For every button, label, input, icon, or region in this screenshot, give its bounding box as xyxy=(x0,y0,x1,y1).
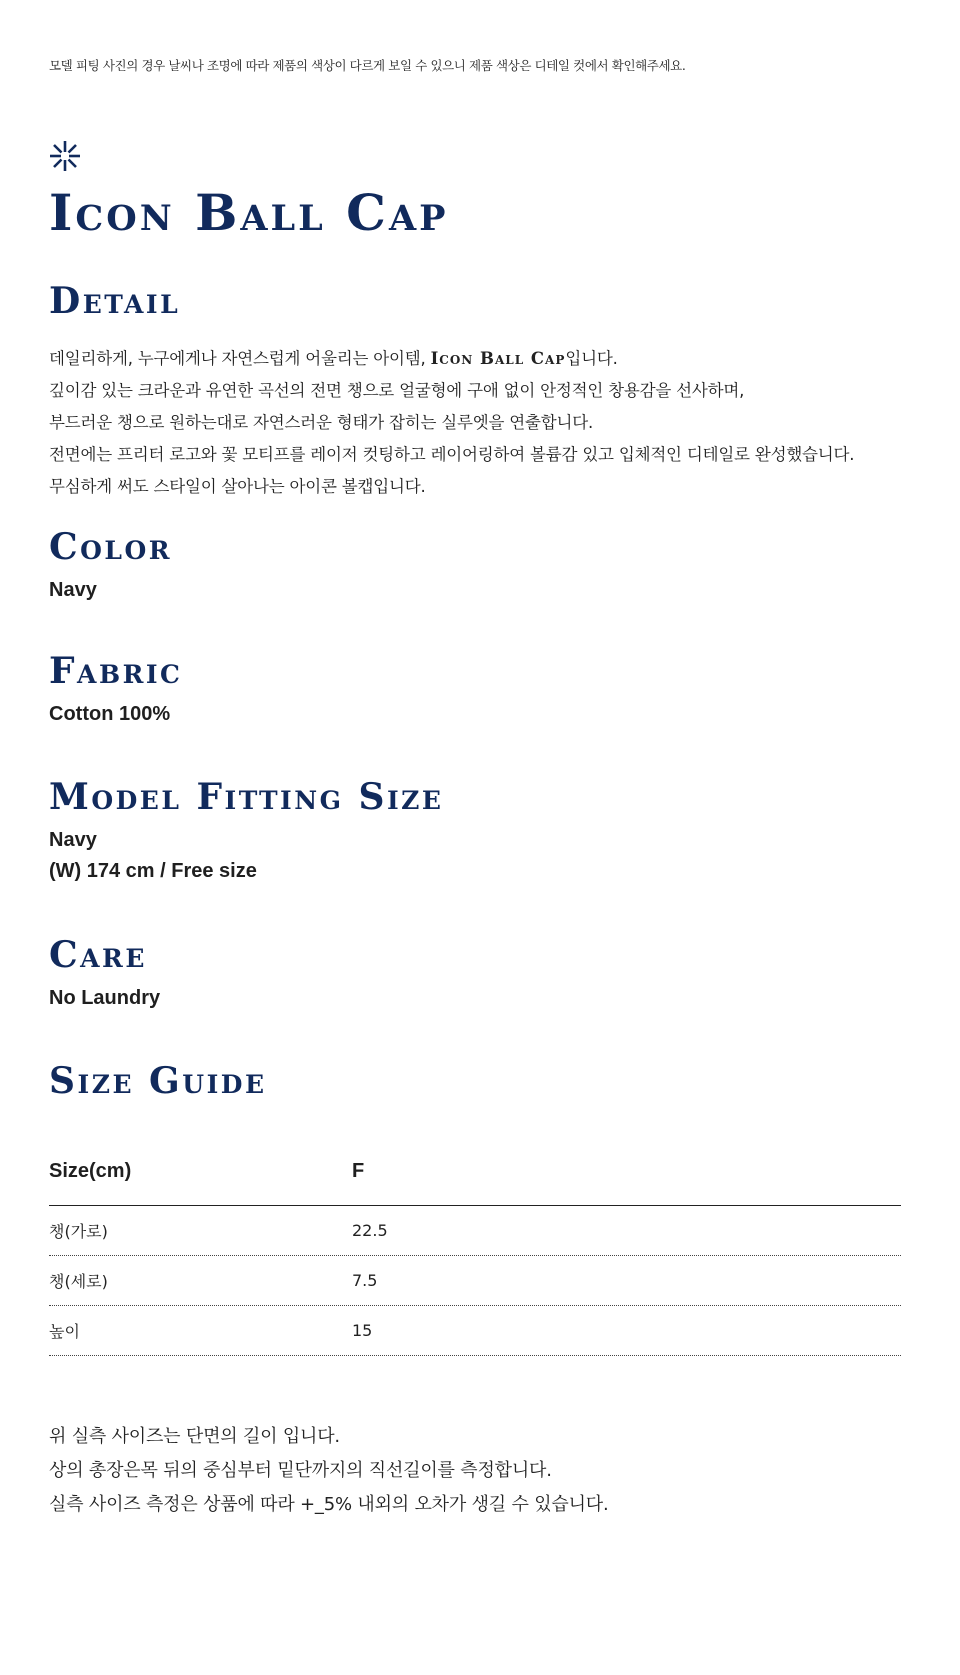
detail-description xyxy=(49,343,854,503)
care-value: No Laundry xyxy=(49,987,161,1009)
color-heading: Color xyxy=(49,526,173,568)
measure-label: 챙(세로) xyxy=(49,1272,108,1291)
care-heading: Care xyxy=(49,934,147,976)
size-table xyxy=(49,1160,901,1356)
note-line: 위 실측 사이즈는 단면의 길이 입니다. xyxy=(49,1426,340,1447)
product-title: Icon Ball Cap xyxy=(49,183,449,242)
size-table-header xyxy=(49,1160,901,1206)
color-value: Navy xyxy=(49,579,97,601)
detail-line: 부드러운 챙으로 원하는대로 자연스러운 형태가 잡히는 실루엣을 연출합니다. xyxy=(49,413,594,432)
detail-line-text: 데일리하게, 누구에게나 자연스럽게 어울리는 아이템, xyxy=(49,349,431,368)
measure-value: 7.5 xyxy=(352,1271,378,1290)
size-column-header: Size(cm) xyxy=(49,1160,132,1182)
model-fitting-color: Navy xyxy=(49,829,97,851)
measure-value: 22.5 xyxy=(352,1221,388,1240)
asterisk-icon xyxy=(49,140,81,172)
measure-value: 15 xyxy=(352,1321,373,1340)
color-notice: 모델 피팅 사진의 경우 날씨나 조명에 따라 제품의 색상이 다르게 보일 수 있으니 제품 색상은 디테일 컷에서 확인해주세요. xyxy=(49,58,686,73)
detail-brand-name: Icon Ball Cap xyxy=(430,349,566,368)
detail-line-text: 입니다. xyxy=(565,349,618,368)
detail-line: 무심하게 써도 스타일이 살아나는 아이콘 볼캡입니다. xyxy=(49,477,426,496)
detail-line: 깊이감 있는 크라운과 유연한 곡선의 전면 챙으로 얼굴형에 구애 없이 안정적인 창용감을 선사하며, xyxy=(49,381,745,400)
free-size-column-header: F xyxy=(352,1160,365,1182)
model-fitting-heading: Model Fitting Size xyxy=(49,776,444,818)
fabric-heading: Fabric xyxy=(49,650,183,692)
measure-label: 높이 xyxy=(49,1322,80,1341)
size-guide-heading: Size Guide xyxy=(49,1060,267,1102)
detail-heading: Detail xyxy=(49,280,181,322)
table-row xyxy=(49,1306,901,1356)
fabric-value: Cotton 100% xyxy=(49,703,171,725)
note-line: 실측 사이즈 측정은 상품에 따라 +_5% 내외의 오차가 생길 수 있습니다. xyxy=(49,1494,609,1515)
model-fitting-size: (W) 174 cm / Free size xyxy=(49,860,257,882)
note-line: 상의 총장은목 뒤의 중심부터 밑단까지의 직선길이를 측정합니다. xyxy=(49,1460,552,1481)
measure-label: 챙(가로) xyxy=(49,1222,108,1241)
table-row xyxy=(49,1206,901,1256)
detail-line xyxy=(49,343,854,375)
size-notes xyxy=(49,1420,608,1522)
detail-line: 전면에는 프리터 로고와 꽃 모티프를 레이저 컷팅하고 레이어링하여 볼륨감 있고 입체적인 디테일로 완성했습니다. xyxy=(49,445,855,464)
table-row xyxy=(49,1256,901,1306)
